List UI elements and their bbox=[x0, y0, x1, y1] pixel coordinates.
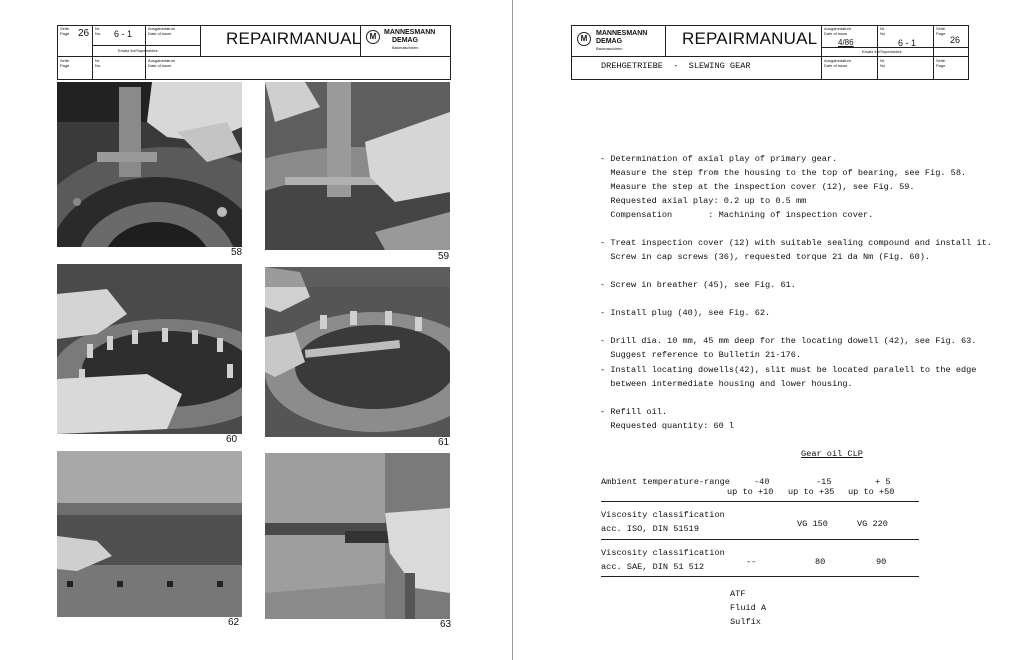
page-divider bbox=[512, 0, 513, 660]
date-label-2: Date of issue bbox=[148, 63, 172, 68]
table-heading: Gear oil CLP bbox=[801, 449, 863, 459]
table-rule bbox=[601, 576, 919, 577]
atf-line: ATF bbox=[730, 589, 746, 599]
iso-label-a: Viscosity classification bbox=[601, 510, 725, 520]
instruction-line: - Treat inspection cover (12) with suitable sealing compound and install it. bbox=[600, 238, 992, 248]
temp-3-high: up to +50 bbox=[848, 487, 895, 497]
instruction-line: - Drill dia. 10 mm, 45 mm deep for the locating dowell (42), see Fig. 63. bbox=[600, 336, 977, 346]
temp-1-low: -40 bbox=[754, 477, 770, 487]
brand-baumaschinen-right: Baumaschinen bbox=[596, 46, 623, 51]
ambient-label: Ambient temperature-range bbox=[601, 477, 730, 487]
temp-1-high: up to +10 bbox=[727, 487, 774, 497]
instruction-line: - Install plug (40), see Fig. 62. bbox=[600, 308, 771, 318]
brand-mannesmann: MANNESMANN bbox=[384, 29, 436, 36]
page-label-right: Page bbox=[936, 31, 946, 36]
no-label: No. bbox=[95, 31, 102, 36]
figure-60-label: 60 bbox=[226, 434, 238, 445]
instruction-line: Requested quantity: 60 l bbox=[600, 421, 735, 431]
sae-label-b: acc. SAE, DIN 51 512 bbox=[601, 562, 705, 572]
figure-60-photo bbox=[57, 264, 242, 434]
demag-logo-icon: M bbox=[366, 30, 380, 44]
instruction-line: between intermediate housing and lower housing. bbox=[600, 379, 853, 389]
issue-date: 4/86 bbox=[838, 38, 854, 47]
figure-59-label: 59 bbox=[438, 251, 450, 262]
instruction-line: - Screw in breather (45), see Fig. 61. bbox=[600, 280, 796, 290]
date-label-right: Date of issue bbox=[824, 31, 848, 36]
figure-63-label: 63 bbox=[440, 619, 452, 630]
nr-label-right: Nr. bbox=[880, 26, 886, 31]
figure-58-photo bbox=[57, 82, 242, 247]
date-label: Date of issue bbox=[148, 31, 172, 36]
iso-vg220: VG 220 bbox=[857, 519, 888, 529]
no-label-right: No bbox=[880, 31, 886, 36]
ausgabe-label-right-2: Ausgabedatum bbox=[824, 58, 851, 63]
page-number: 26 bbox=[78, 28, 90, 39]
sae-90: 90 bbox=[876, 557, 887, 567]
instruction-line: - Determination of axial play of primary gear. bbox=[600, 154, 838, 164]
manual-title: REPAIRMANUAL bbox=[226, 29, 362, 48]
instruction-line: - Install locating dowells(42), slit must be located paralell to the edge bbox=[600, 365, 977, 375]
sae-dash: -- bbox=[746, 557, 757, 567]
page-label-2: Page bbox=[60, 63, 70, 68]
page-label-right-2: Page bbox=[936, 63, 946, 68]
atf-line: Fluid A bbox=[730, 603, 767, 613]
figure-61-photo bbox=[265, 267, 450, 437]
temp-2-low: -15 bbox=[816, 477, 832, 487]
ausgabe-label-2: Ausgabedatum bbox=[148, 58, 175, 63]
figure-59-photo bbox=[265, 82, 450, 250]
demag-logo-icon-right: M bbox=[577, 32, 591, 46]
figure-62-photo bbox=[57, 451, 242, 617]
iso-vg150: VG 150 bbox=[797, 519, 828, 529]
table-rule bbox=[601, 539, 919, 540]
seite-label-right: Seite bbox=[936, 26, 946, 31]
nr-label-2: Nr. bbox=[95, 58, 101, 63]
instruction-line: Measure the step at the inspection cover (12), see Fig. 59. bbox=[600, 182, 915, 192]
page-label: Page bbox=[60, 31, 70, 36]
no-label-right-2: No bbox=[880, 63, 886, 68]
brand-demag-right: DEMAG bbox=[596, 38, 623, 45]
table-rule bbox=[601, 501, 919, 502]
no-label-2: No. bbox=[95, 63, 102, 68]
manual-title-right: REPAIRMANUAL bbox=[682, 29, 818, 48]
nr-label-right-2: Nr. bbox=[880, 58, 886, 63]
temp-2-high: up to +35 bbox=[788, 487, 835, 497]
instruction-line: Measure the step from the housing to the top of bearing, see Fig. 58. bbox=[600, 168, 967, 178]
figure-58-label: 58 bbox=[231, 247, 243, 258]
ausgabe-label: Ausgabedatum bbox=[148, 26, 175, 31]
subject-title: DREHGETRIEBE - SLEWING GEAR bbox=[601, 61, 751, 71]
doc-number: 6 - 1 bbox=[114, 29, 133, 39]
figure-62-label: 62 bbox=[228, 617, 240, 628]
atf-line: Sulfix bbox=[730, 617, 761, 627]
page-number-right: 26 bbox=[950, 35, 961, 45]
sae-label-a: Viscosity classification bbox=[601, 548, 725, 558]
ersatz-label: Ersatz fur/Supersedes bbox=[118, 48, 158, 53]
seite-label-right-2: Seite bbox=[936, 58, 946, 63]
figure-61-label: 61 bbox=[438, 437, 450, 448]
figure-63-photo bbox=[265, 453, 450, 619]
ersatz-label-right: Ersatz fur/Supersedes bbox=[862, 49, 902, 54]
iso-label-b: acc. ISO, DIN 51519 bbox=[601, 524, 699, 534]
instruction-line: Suggest reference to Bulletin 21-176. bbox=[600, 350, 802, 360]
brand-baumaschinen: Baumaschinen bbox=[392, 45, 419, 50]
doc-number-right: 6 - 1 bbox=[898, 38, 917, 48]
instruction-line: Compensation : Machining of inspection cover. bbox=[600, 210, 874, 220]
date-label-right-2: Date of issue bbox=[824, 63, 848, 68]
brand-demag: DEMAG bbox=[392, 37, 419, 44]
ausgabe-label-right: Ausgabedatum bbox=[824, 26, 851, 31]
seite-label: Seite bbox=[60, 26, 70, 31]
seite-label-2: Seite bbox=[60, 58, 70, 63]
instruction-line: Screw in cap screws (36), requested torque 21 da Nm (Fig. 60). bbox=[600, 252, 931, 262]
instruction-line: Requested axial play: 0.2 up to 0.5 mm bbox=[600, 196, 807, 206]
brand-mannesmann-right: MANNESMANN bbox=[596, 30, 648, 37]
nr-label: Nr. bbox=[95, 26, 101, 31]
temp-3-low: + 5 bbox=[875, 477, 891, 487]
sae-80: 80 bbox=[815, 557, 826, 567]
instruction-line: - Refill oil. bbox=[600, 407, 668, 417]
